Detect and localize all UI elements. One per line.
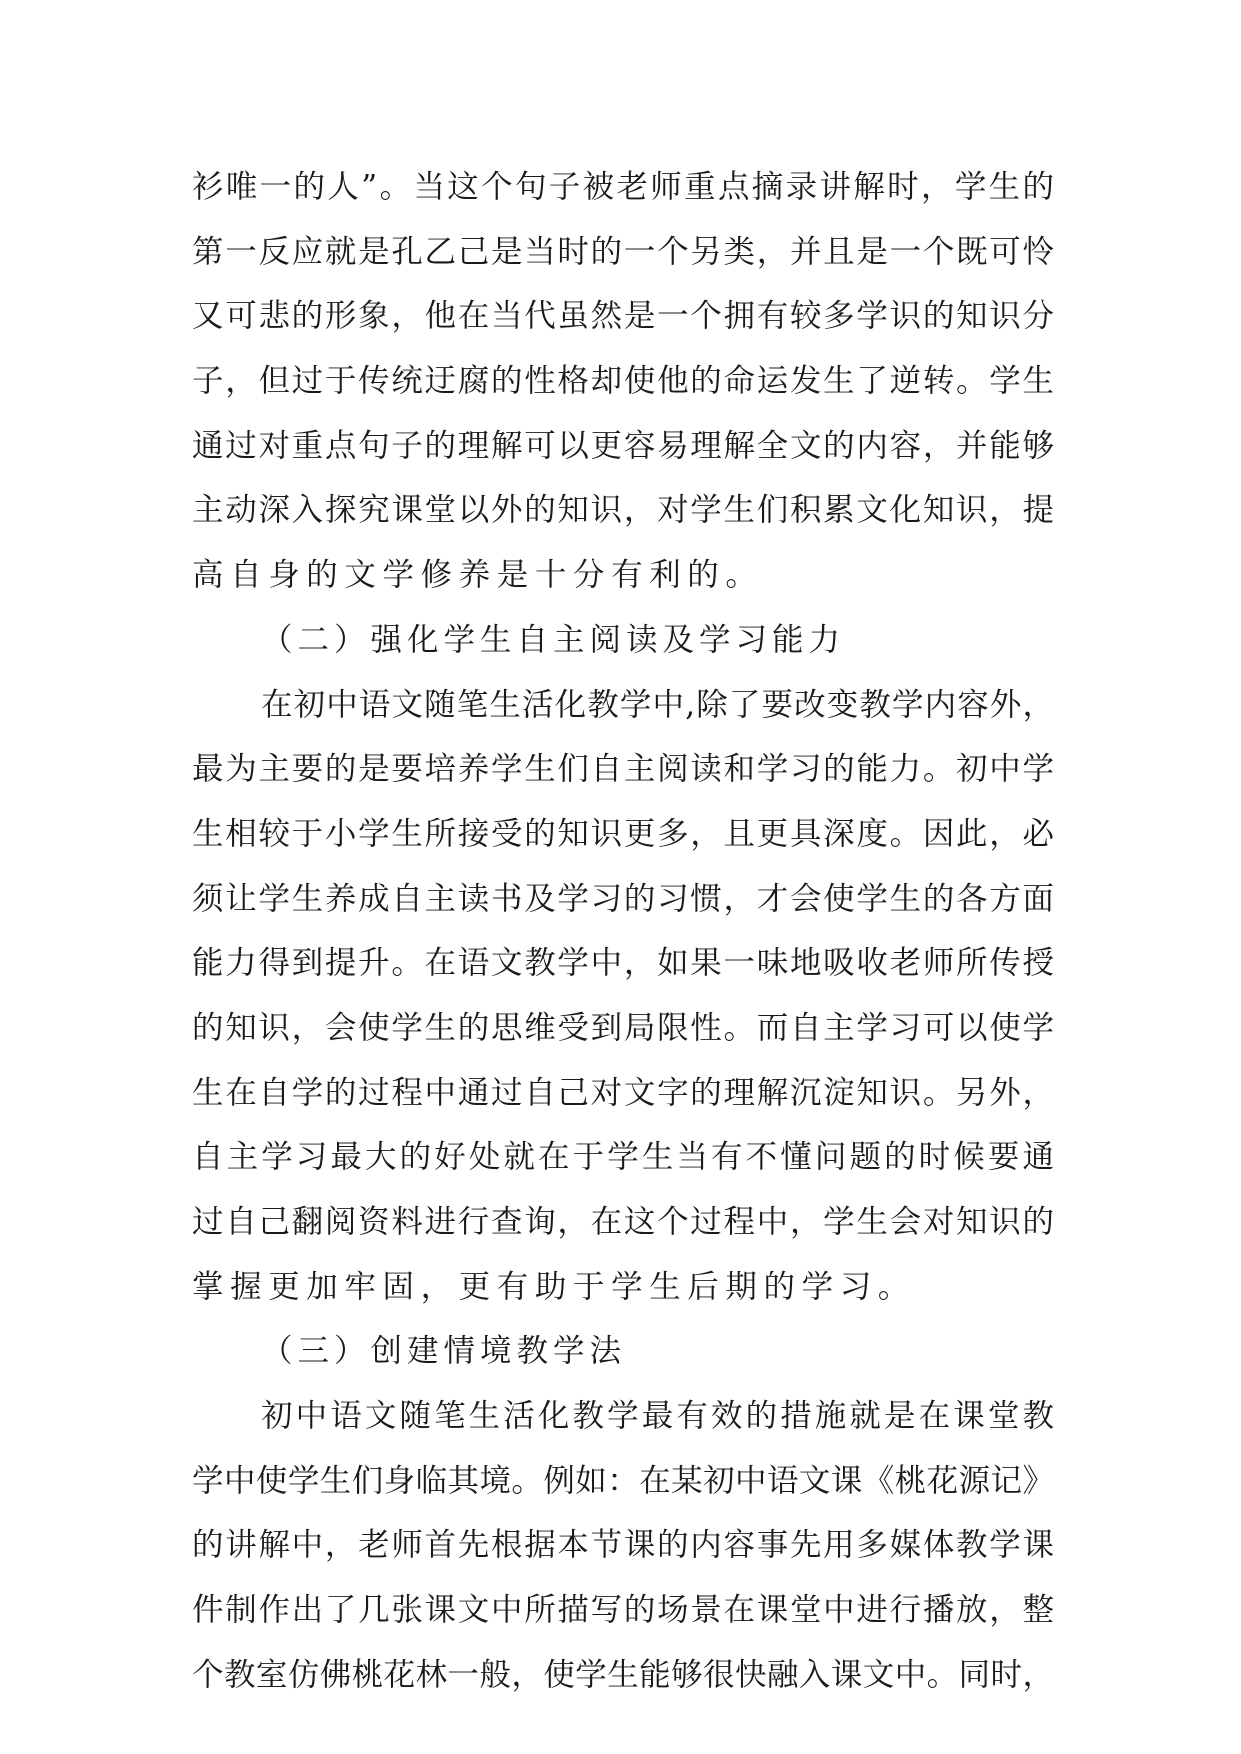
- paragraph-line: 能力得到提升。在语文教学中，如果一味地吸收老师所传授: [192, 945, 1054, 982]
- paragraph-line: 须让学生养成自主读书及学习的习惯，才会使学生的各方面: [192, 880, 1054, 917]
- paragraph-line: 又可悲的形象，他在当代虽然是一个拥有较多学识的知识分: [192, 298, 1054, 335]
- paragraph-first-line: 初中语文随笔生活化教学最有效的措施就是在课堂教: [261, 1398, 1054, 1435]
- paragraph-line: 生在自学的过程中通过自己对文字的理解沉淀知识。另外，: [192, 1074, 1054, 1111]
- section-heading-2: （二）强化学生自主阅读及学习能力: [261, 621, 846, 658]
- paragraph-line: 件制作出了几张课文中所描写的场景在课堂中进行播放，整: [192, 1592, 1054, 1629]
- paragraph-line: 第一反应就是孔乙己是当时的一个另类，并且是一个既可怜: [192, 233, 1054, 270]
- section-heading-3: （三）创建情境教学法: [261, 1333, 627, 1370]
- paragraph-line: 通过对重点句子的理解可以更容易理解全文的内容，并能够: [192, 427, 1054, 464]
- paragraph-line: 子，但过于传统迂腐的性格却使他的命运发生了逆转。学生: [192, 363, 1054, 400]
- paragraph-line: 过自己翻阅资料进行查询，在这个过程中，学生会对知识的: [192, 1204, 1054, 1240]
- paragraph-first-line: 在初中语文随笔生活化教学中,除了要改变教学内容外，: [261, 686, 1054, 723]
- paragraph-line: 的知识，会使学生的思维受到局限性。而自主学习可以使学: [192, 1009, 1054, 1046]
- paragraph-line: 学中使学生们身临其境。例如：在某初中语文课《桃花源记》: [192, 1462, 1054, 1499]
- paragraph-line: 的讲解中，老师首先根据本节课的内容事先用多媒体教学课: [192, 1527, 1054, 1564]
- document-body: [192, 155, 1054, 1708]
- paragraph-line: 最为主要的是要培养学生们自主阅读和学习的能力。初中学: [192, 751, 1054, 788]
- paragraph-line: 生相较于小学生所接受的知识更多，且更具深度。因此，必: [192, 815, 1054, 852]
- paragraph-last-line: 掌握更加牢固，更有助于学生后期的学习。: [192, 1268, 916, 1305]
- paragraph-line: 自主学习最大的好处就在于学生当有不懂问题的时候要通: [192, 1139, 1054, 1176]
- paragraph-line: 衫唯一的人”。当这个句子被老师重点摘录讲解时，学生的: [192, 169, 1054, 205]
- paragraph-line: 个教室仿佛桃花林一般，使学生能够很快融入课文中。同时，: [192, 1656, 1054, 1693]
- paragraph-last-line: 高自身的文学修养是十分有利的。: [192, 557, 764, 594]
- paragraph-line: 主动深入探究课堂以外的知识，对学生们积累文化知识，提: [192, 492, 1054, 529]
